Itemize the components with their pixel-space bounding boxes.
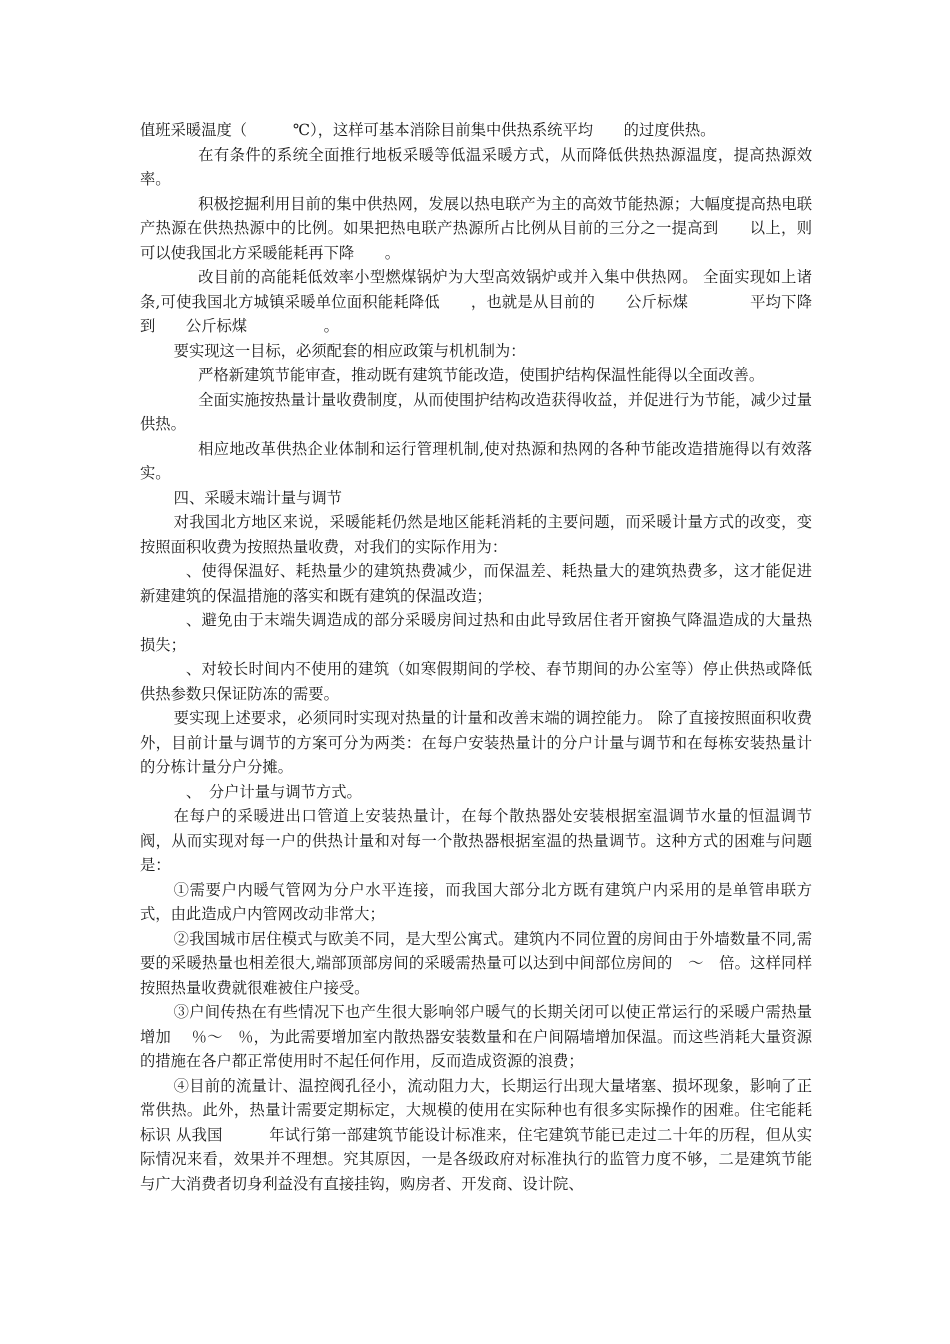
paragraph-5: 要实现这一目标，必须配套的相应政策与机机制为：: [173, 341, 526, 360]
paragraph-8: 相应地改革供热企业体制和运行管理机制,使对热源和热网的各种节能改造措施得以有效落实。: [140, 439, 812, 482]
paragraph-10: 对我国北方地区来说，采暖能耗仍然是地区能耗消耗的主要问题，而采暖计量方式的改变，变按照面积收费为按照热量收费，对我们的实际作用为：: [140, 513, 812, 556]
problem-item-1: ①需要户内暖气管网为分户水平连接，而我国大部分北方既有建筑户内采用的是单管串联方式，由此造成户内管网改动非常大；: [140, 880, 812, 923]
paragraph-16: 在每户的采暖进出口管道上安装热量计，在每个散热器处安装根据室温调节水量的恒温调节阀，从而实现对每一户的供热计量和对每一个散热器根据室温的热量调节。这种方式的困难与问题是：: [140, 807, 812, 874]
paragraph-1: 值班采暖温度（ ℃），这样可基本消除目前集中供热系统平均 的过度供热。: [140, 121, 716, 139]
list-item-3: 、对较长时间内不使用的建筑（如寒假期间的学校、春节期间的办公室等）停止供热或降低供热参数只保证防冻的需要。: [140, 660, 812, 703]
problem-item-4: ④目前的流量计、温控阀孔径小，流动阻力大，长期运行出现大量堵塞、损坏现象，影响了正常供热。此外，热量计需要定期标定，大规模的使用在实际种也有很多实际操作的困难。住宅能耗标识 从我国 年试行第一部建筑节能设计标准来，住宅建筑节能已走过二十年的历程，但从实际情况来看，效果并不理想。究其原因，一是各级政府对标准执行的监管力度不够，二是建筑节能与广大消费者切身利益没有直接挂钩，购房者、开发商、设计院、: [140, 1076, 812, 1193]
paragraph-14: 要实现上述要求，必须同时实现对热量的计量和改善末端的调控能力。 除了直接按照面积收费外，目前计量与调节的方案可分为两类：在每户安装热量计的分户计量与调节和在每栋安装热量计的分栋计量分户分摊。: [140, 709, 812, 776]
section-heading: 四、采暖末端计量与调节: [173, 488, 342, 507]
paragraph-3: 积极挖掘利用目前的集中供热网，发展以热电联产为主的高效节能热源；大幅度提高热电联产热源在供热热源中的比例。如果把热电联产热源所占比例从目前的三分之一提高到 以上，则可以使我国北方采暖能耗再下降 。: [140, 194, 812, 262]
paragraph-7: 全面实施按热量计量收费制度，从而使围护结构改造获得收益，并促进行为节能，减少过量供热。: [140, 390, 812, 433]
list-item-2: 、避免由于末端失调造成的部分采暖房间过热和由此导致居住者开窗换气降温造成的大量热损失；: [140, 611, 812, 654]
problem-item-3: ③户间传热在有些情况下也产生很大影响邻户暖气的长期关闭可以使正常运行的采暖户需热量增加 ％～ ％，为此需要增加室内散热器安装数量和在户间隔墙增加保温。而这些消耗大量资源的措施在各户都正常使用时不起任何作用，反而造成资源的浪费；: [140, 1003, 812, 1070]
paragraph-4: 改目前的高能耗低效率小型燃煤锅炉为大型高效锅炉或并入集中供热网。 全面实现如上诸条,可使我国北方城镇采暖单位面积能耗降低 ，也就是从目前的 公斤标煤 平均下降到 公斤标煤 。: [140, 268, 812, 335]
list-item-1: 、使得保温好、耗热量少的建筑热费减少，而保温差、耗热量大的建筑热费多，这才能促进新建建筑的保温措施的落实和既有建筑的保温改造；: [140, 562, 812, 605]
subsection-heading: 、 分户计量与调节方式。: [185, 782, 362, 801]
paragraph-6: 严格新建筑节能审查，推动既有建筑节能改造，使围护结构保温性能得以全面改善。: [198, 366, 765, 384]
paragraph-2: 在有条件的系统全面推行地板采暖等低温采暖方式，从而降低供热热源温度，提高热源效率。: [140, 145, 812, 188]
problem-item-2: ②我国城市居住模式与欧美不同，是大型公寓式。建筑内不同位置的房间由于外墙数量不同,需要的采暖热量也相差很大,端部顶部房间的采暖需热量可以达到中间部位房间的 ～ 倍。这样同样按照热量收费就很难被住户接受。: [140, 929, 812, 997]
